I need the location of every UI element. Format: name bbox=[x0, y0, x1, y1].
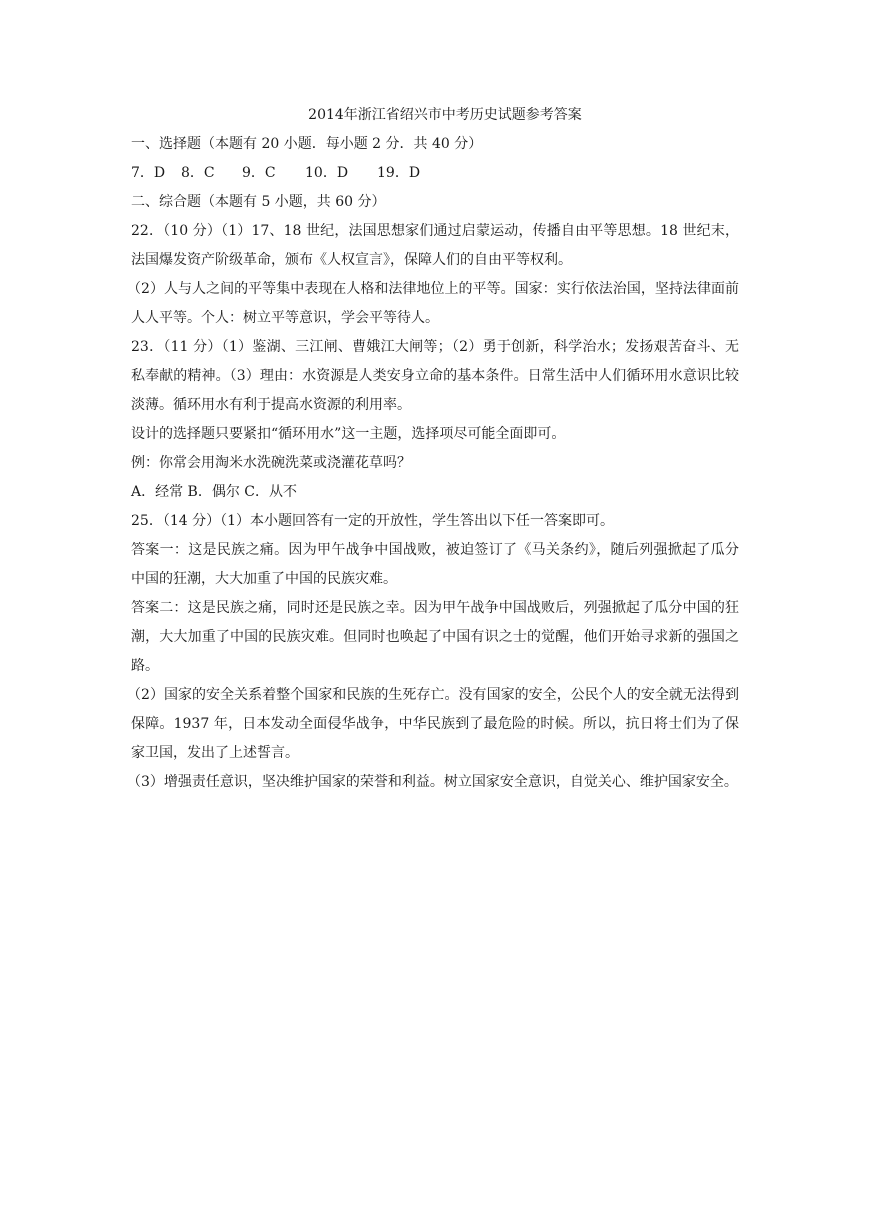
answer-25-option1: 答案一：这是民族之痛。因为甲午战争中国战败，被迫签订了《马关条约》，随后列强掀起了瓜分中国的狂潮，大大加重了中国的民族灾难。 bbox=[131, 542, 739, 587]
answer-25-part3: （3）增强责任意识，坚决维护国家的荣誉和利益。树立国家安全意识，自觉关心、维护国家安全。 bbox=[127, 774, 738, 790]
choice-answer: 9．C bbox=[242, 165, 276, 181]
choice-answers-row bbox=[131, 159, 739, 188]
choice-answer: 19．D bbox=[377, 165, 421, 181]
choice-answer: 8．C bbox=[181, 165, 215, 181]
answer-23: 23．（11 分）（1）鉴湖、三江闸、曹娥江大闸等；（2）勇于创新，科学治水；发扬艰苦奋斗、无私奉献的精神。（3）理由：水资源是人类安身立命的基本条件。日常生活中人们循环用水意识比较淡薄。循环用水有利于提高水资源的利用率。 bbox=[131, 339, 739, 413]
answer-23-design-note: 设计的选择题只要紧扣“循环用水”这一主题，选择项尽可能全面即可。 bbox=[131, 426, 566, 442]
choice-answer: 10．D bbox=[305, 165, 349, 181]
answer-22-part2: （2）人与人之间的平等集中表现在人格和法律地位上的平等。国家：实行依法治国，坚持法律面前人人平等。个人：树立平等意识，学会平等待人。 bbox=[127, 281, 739, 326]
answer-22-part1: 22．（10 分）（1）17、18 世纪，法国思想家们通过启蒙运动，传播自由平等思想。18 世纪末，法国爆发资产阶级革命，颁布《人权宣言》，保障人们的自由平等权利。 bbox=[131, 223, 739, 268]
answer-25-option2: 答案二：这是民族之痛，同时还是民族之幸。因为甲午战争中国战败后，列强掀起了瓜分中国的狂潮，大大加重了中国的民族灾难。但同时也唤起了中国有识之士的觉醒，他们开始寻求新的强国之路。 bbox=[131, 600, 739, 674]
section2-heading: 二、综合题（本题有 5 小题，共 60 分） bbox=[131, 194, 386, 210]
answer-23-example-options: A．经常 B．偶尔 C．从不 bbox=[131, 484, 298, 500]
document-body bbox=[127, 101, 739, 797]
answer-25-part1: 25．（14 分）（1）本小题回答有一定的开放性，学生答出以下任一答案即可。 bbox=[131, 513, 614, 529]
document-title: 2014年浙江省绍兴市中考历史试题参考答案 bbox=[308, 107, 582, 123]
answer-23-example-question: 例：你常会用淘米水洗碗洗菜或浇灌花草吗？ bbox=[131, 455, 411, 471]
choice-answer: 7．D bbox=[131, 165, 166, 181]
section1-heading: 一、选择题（本题有 20 小题．每小题 2 分．共 40 分） bbox=[131, 136, 483, 152]
answer-25-part2: （2）国家的安全关系着整个国家和民族的生死存亡。没有国家的安全，公民个人的安全就无法得到保障。1937 年，日本发动全面侵华战争，中华民族到了最危险的时候。所以，抗日将士们为了保家卫国，发出了上述誓言。 bbox=[127, 687, 739, 761]
